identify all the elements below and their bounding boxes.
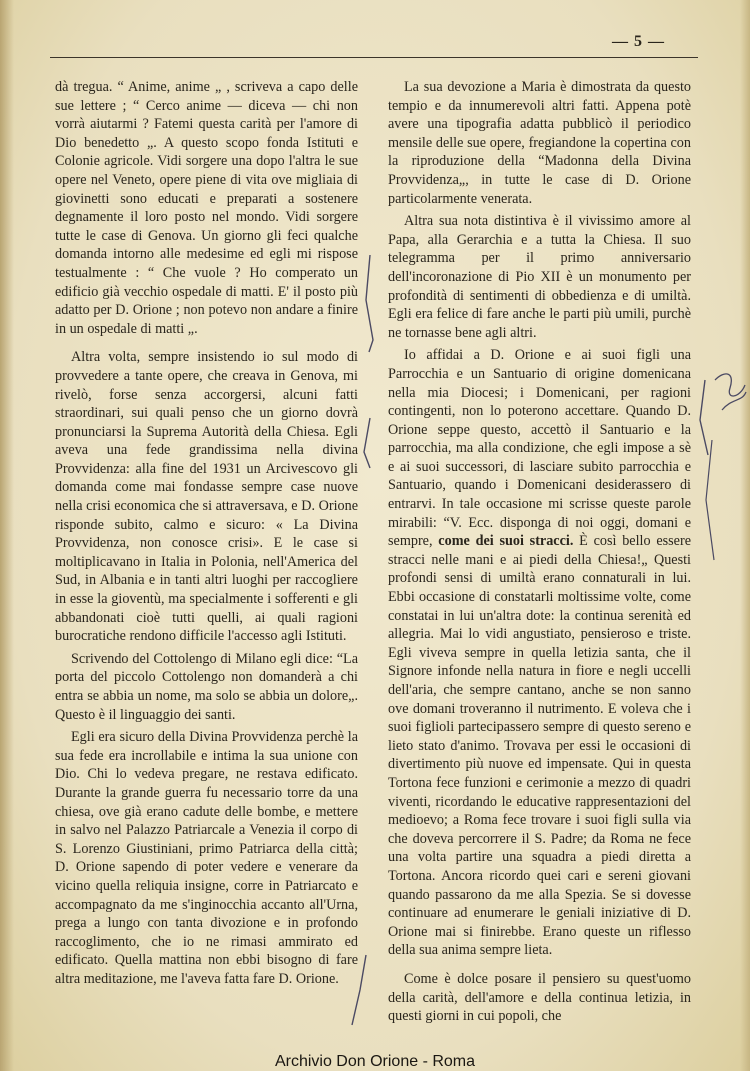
archive-footer-label: Archivio Don Orione - Roma (274, 1053, 476, 1070)
pencil-bracket-left-middle (364, 418, 370, 468)
right-paragraph-4: Come è dolce posare il pensiero su quest'uomo della carità, dell'amore e della continua letizia, in questi giorni in cui popoli, che (388, 970, 691, 1025)
right-paragraph-1: La sua devozione a Maria è dimostrata da questo tempio e da innumerevoli altri fatti. Appena potè avere una tipografia adatta pubblicò il periodico mensile delle sue opere, fregiandone la copertina con la riproduzione della “Madonna della Divina Provvidenza„, in tutte le case di D. Orione particolarmente venerata. (388, 79, 691, 207)
pencil-bracket-left-lower (352, 955, 366, 1025)
left-paragraph-1: dà tregua. “ Anime, anime „ , scriveva a capo delle sue lettere ; “ Cerco anime — diceva — chi non vorrà aiutarmi ? Fatemi questa carità per l'amore di Dio benedetto „. A questo scopo fonda Istituti e Colonie agricole. Vidi sorgere una dopo l'altra le sue opere nel Veneto, opere piene di vita ove migliaia di giovinetti sono educati e preparati a sostenere degnamente il loro posto nel mondo. Vidi sorgere tutte le case di Genova. Un giorno gli feci qualche domanda intorno alle medesime ed egli mi rispose testualmente : “ Che vuole ? Ho comperato un edificio già vecchio ospedale di matti. E' il posto più adatto per D. Orione ; non potevo non andare a finire in un ospedale di matti „. (55, 79, 358, 337)
right-paragraph-2: Altra sua nota distintiva è il vivissimo amore al Papa, alla Gerarchia e a tutta la Chiesa. Il suo telegramma per il primo anniversario dell'incoronazione di Pio XII è un monumento per profondità di sentimenti di obbedienza e di umiltà. Egli era felice di fare anche le parti più umili, purchè ne tornasse bene agli altri. (388, 213, 691, 341)
left-paragraph-4: Egli era sicuro della Divina Provvidenza perchè la sua fede era incrollabile e intima la sua unione con Dio. Chi lo vedeva pregare, ne restava edificato. Durante la grande guerra fu necessario torre da una chiesa, ove già erano cadute delle bombe, e mettere in salvo nel Palazzo Patriarcale a Venezia il corpo di S. Lorenzo Giustiniani, primo Patriarca della città; D. Orione sapendo di poter vedere e venerare da vicino quella reliquia insigne, corre in Patriarcato e accompagnato da me s'inginocchia accanto all'Urna, prega a lungo con tanta divozione e in profondo raccoglimento, che io ne rimasi ammirato ed edificato. Quella mattina non ebbi bisogno di fare altra meditazione, me l'aveva fatta fare D. Orione. (55, 729, 358, 987)
pencil-bracket-right-lower (706, 440, 714, 560)
page-number: — 5 — (612, 33, 665, 50)
pencil-bracket-left-upper (366, 255, 373, 352)
left-paragraph-3: Scrivendo del Cottolengo di Milano egli dice: “La porta del piccolo Cottolengo non domanderà a chi entra se abbia un nome, ma solo se abbia un dolore„. Questo è il linguaggio dei santi. (55, 650, 358, 723)
pencil-bracket-right (700, 380, 708, 455)
left-paragraph-2: Altra volta, sempre insistendo io sul modo di provvedere a tante opere, che creava in Genova, mi rivelò, forse senza accorgersi, alcuni fatti straordinari, sui quali penso che un giorno dovrà pronunciarsi la Suprema Autorità della Chiesa. Egli aveva una fede grandissima nella divina Provvidenza: alla fine del 1931 un Arcivescovo gli domanda come mai fondasse sempre case nuove nella crisi economica che si attraversava, e D. Orione risponde subito, calmo e sicuro: « La Divina Provvidenza, non conosce crisi». E le case si moltiplicavano in Italia in Polonia, nell'America del Sud, in Albania e in tanti altri luoghi per raccogliere in esse la gioventù, ma specialmente i sofferenti e gli abbandonati cioè tutti quelli, ai quali ragioni burocratiche rendono difficile l'accesso agli Istituti. (55, 349, 358, 645)
pencil-scribble-margin (715, 374, 746, 410)
right-paragraph-3-bold-phrase: come dei suoi stracci. (438, 533, 574, 550)
right-paragraph-3-end: È così bello essere stracci nelle mani e ai piedi della Chiesa!„ Questi profondi sensi di umiltà erano connaturali in lui. Ebbi occasione di constatarli moltissime volte, come constatai in lui un'altra dote: la continua serenità ed allegria. Mai lo vidi angustiato, pensieroso e triste. Egli viveva sempre in quella letizia santa, che il Signore infonde nella natura in fiore e negli uccelli dell'aria, che sempre cantano, anche se non sanno ove domani troveranno il nutrimento. E voleva che i suoi figlioli partecipassero sempre di questo sereno e lieto stato d'animo. Trovava per essi le occasioni di divertimento più nuove ed impensate. Qui in questa Tortona fece funzioni e cerimonie a mezzo di quadri viventi, ricordando le educative rappresentazioni del medioevo; a Roma fece trovare i suoi figli sulla via che doveva percorrere il S. Padre; da Roma ne fece una volta partire una squadra a piedi diretta a Tortona. Ancora ricordo quei cari e sereni giovani quando passarono da me alla Spezia. Se si dovesse continuare ad enumerare le geniali iniziative di D. Orione mai si finirebbe. Erano queste un riflesso della sua anima sempre lieta. (388, 533, 691, 959)
right-paragraph-3-start: Io affidai a D. Orione e ai suoi figli una Parrocchia e un Santuario di origine domenicana nella mia Diocesi; i Domenicani, per ragioni contingenti, non lo poterono accettare. Quando D. Orione seppe questo, accettò il Santuario e la parrocchia, ma alla condizione, che egli impose a sè e ai suoi successori, di lasciare subito parrocchia e Santuario, quando i Domenicani desiderassero di entrarvi. In tale occasione mi scrisse queste parole mirabili: “V. Ecc. disponga di noi oggi, domani e sempre, (388, 347, 691, 550)
